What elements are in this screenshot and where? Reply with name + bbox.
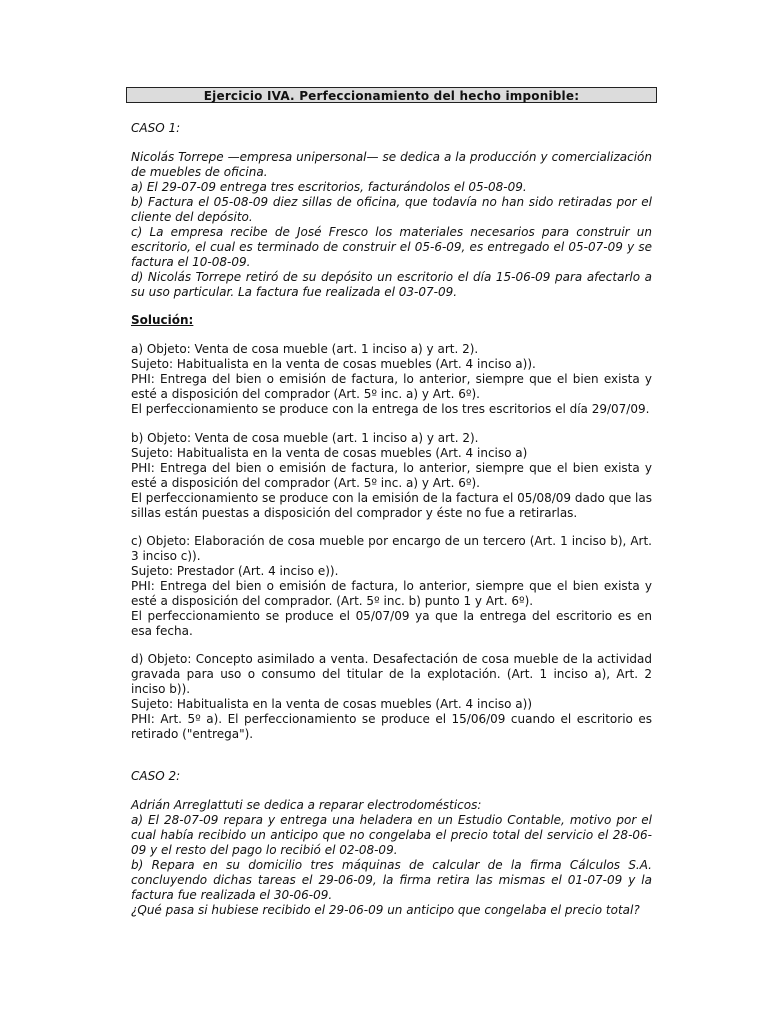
caso2-item-b: b) Repara en su domicilio tres máquinas de calcular de la firma Cálculos S.A. concluyendo dichas tareas el 29-06-09, la firma retira las mismas el 01-07-09 y la factura fue realizada el 30-06-09. <box>131 858 652 902</box>
caso2-body <box>131 798 652 918</box>
caso1-label: CASO 1: <box>131 121 181 135</box>
solucion-c-sujeto: Sujeto: Prestador (Art. 4 inciso e)). <box>131 564 339 578</box>
solucion-d <box>131 652 652 742</box>
solucion-b-sujeto: Sujeto: Habitualista en la venta de cosas muebles (Art. 4 inciso a) <box>131 446 528 460</box>
solucion-b-perf: El perfeccionamiento se produce con la emisión de la factura el 05/08/09 dado que las sillas están puestas a disposición del comprador y éste no fue a retirarlas. <box>131 491 652 520</box>
solucion-b <box>131 431 652 521</box>
solucion-c-perf: El perfeccionamiento se produce el 05/07/09 ya que la entrega del escritorio es en esa fecha. <box>131 609 652 638</box>
caso2-question: ¿Qué pasa si hubiese recibido el 29-06-09 un anticipo que congelaba el precio total? <box>131 903 640 917</box>
caso1-item-b: b) Factura el 05-08-09 diez sillas de oficina, que todavía no han sido retiradas por el cliente del depósito. <box>131 195 652 224</box>
solucion-b-phi: PHI: Entrega del bien o emisión de factura, lo anterior, siempre que el bien exista y esté a disposición del comprador (Art. 5º inc. a) y Art. 6º). <box>131 461 652 490</box>
caso1-item-a: a) El 29-07-09 entrega tres escritorios, facturándolos el 05-08-09. <box>131 180 527 194</box>
solucion-c <box>131 534 652 639</box>
solucion-a-objeto: a) Objeto: Venta de cosa mueble (art. 1 inciso a) y art. 2). <box>131 342 479 356</box>
caso1-body <box>131 150 652 300</box>
caso1-item-c: c) La empresa recibe de José Fresco los materiales necesarios para construir un escritorio, el cual es terminado de construir el 05-6-09, es entregado el 05-07-09 y se factura el 10-08-09. <box>131 225 652 269</box>
caso2-label: CASO 2: <box>131 769 181 783</box>
solucion-heading: Solución: <box>131 313 194 327</box>
solucion-a-perf: El perfeccionamiento se produce con la entrega de los tres escritorios el día 29/07/09. <box>131 402 650 416</box>
solucion-d-phi: PHI: Art. 5º a). El perfeccionamiento se produce el 15/06/09 cuando el escritorio es retirado ("entrega"). <box>131 712 652 741</box>
caso1-intro: Nicolás Torrepe —empresa unipersonal— se dedica a la producción y comercialización de muebles de oficina. <box>131 150 652 179</box>
caso2-intro: Adrián Arreglattuti se dedica a reparar electrodomésticos: <box>131 798 482 812</box>
caso2-item-a: a) El 28-07-09 repara y entrega una heladera en un Estudio Contable, motivo por el cual había recibido un anticipo que no congelaba el precio total del servicio el 28-06-09 y el resto del pago lo recibió el 02-08-09. <box>131 813 652 857</box>
caso1-item-d: d) Nicolás Torrepe retiró de su depósito un escritorio el día 15-06-09 para afectarlo a su uso particular. La factura fue realizada el 03-07-09. <box>131 270 652 299</box>
solucion-a-phi: PHI: Entrega del bien o emisión de factura, lo anterior, siempre que el bien exista y esté a disposición del comprador (Art. 5º inc. a) y Art. 6º). <box>131 372 652 401</box>
solucion-d-sujeto: Sujeto: Habitualista en la venta de cosas muebles (Art. 4 inciso a)) <box>131 697 533 711</box>
solucion-a <box>131 342 652 417</box>
solucion-c-objeto: c) Objeto: Elaboración de cosa mueble por encargo de un tercero (Art. 1 inciso b), Art. 3 inciso c)). <box>131 534 652 563</box>
exercise-title: Ejercicio IVA. Perfeccionamiento del hecho imponible: <box>126 87 657 103</box>
solucion-c-phi: PHI: Entrega del bien o emisión de factura, lo anterior, siempre que el bien exista y esté a disposición del comprador. (Art. 5º inc. b) punto 1 y Art. 6º). <box>131 579 652 608</box>
solucion-d-objeto: d) Objeto: Concepto asimilado a venta. Desafectación de cosa mueble de la actividad gravada para uso o consumo del titular de la explotación. (Art. 1 inciso a), Art. 2 inciso b)). <box>131 652 652 696</box>
solucion-b-objeto: b) Objeto: Venta de cosa mueble (art. 1 inciso a) y art. 2). <box>131 431 479 445</box>
solucion-a-sujeto: Sujeto: Habitualista en la venta de cosas muebles (Art. 4 inciso a)). <box>131 357 536 371</box>
